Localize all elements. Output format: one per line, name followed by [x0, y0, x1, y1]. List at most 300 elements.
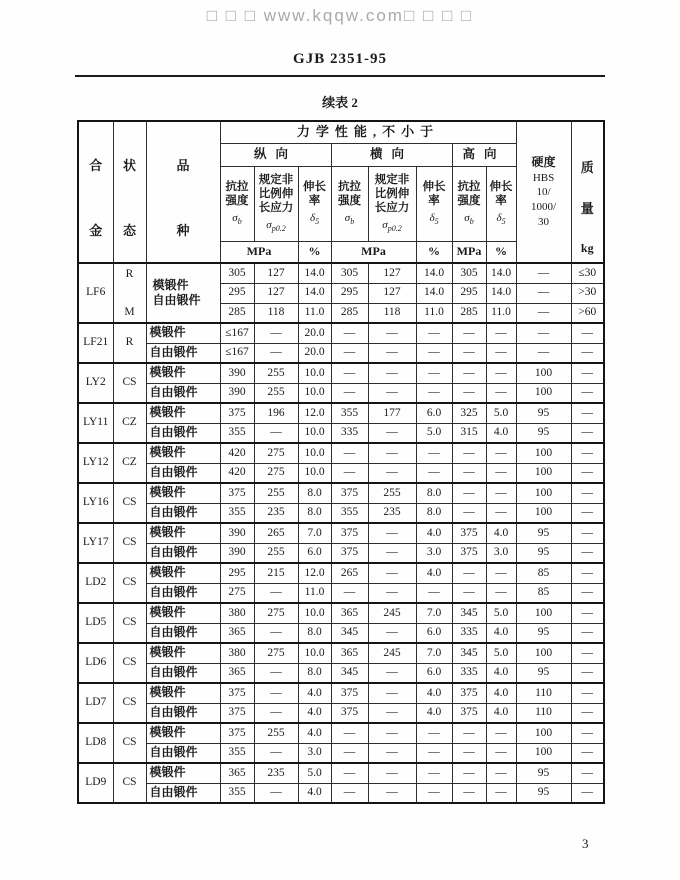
- value-cell: —: [254, 663, 298, 683]
- value-cell: 285: [452, 303, 486, 323]
- value-cell: 275: [254, 643, 298, 663]
- kind-cell: 自由锻件: [146, 663, 220, 683]
- value-cell: 305: [220, 263, 254, 283]
- value-cell: 305: [452, 263, 486, 283]
- table-row: [78, 403, 604, 423]
- state-cell: [113, 263, 146, 323]
- value-cell: —: [516, 343, 571, 363]
- value-cell: —: [452, 563, 486, 583]
- value-cell: 335: [452, 663, 486, 683]
- state-cell: CS: [113, 683, 146, 723]
- value-cell: —: [416, 763, 452, 783]
- alloy-cell: LD5: [78, 603, 113, 643]
- value-cell: —: [368, 703, 416, 723]
- symbol-sub: p0.2: [387, 223, 402, 233]
- alloy-cell: LY2: [78, 363, 113, 403]
- kind-cell: 模锻件: [146, 443, 220, 463]
- state-cell: R: [113, 323, 146, 363]
- value-cell: 11.0: [298, 583, 331, 603]
- value-cell: 355: [331, 403, 368, 423]
- value-cell: —: [571, 603, 604, 623]
- value-cell: 20.0: [298, 323, 331, 343]
- value-cell: 4.0: [486, 523, 516, 543]
- value-cell: 100: [516, 383, 571, 403]
- alloy-cell: LY11: [78, 403, 113, 443]
- value-cell: 100: [516, 643, 571, 663]
- value-cell: —: [416, 463, 452, 483]
- header-rule: [75, 75, 605, 77]
- param-elongation-height: [486, 166, 516, 241]
- value-cell: —: [416, 583, 452, 603]
- value-cell: 4.0: [416, 683, 452, 703]
- value-cell: —: [486, 343, 516, 363]
- value-cell: —: [571, 683, 604, 703]
- kind-cell: 模锻件: [146, 483, 220, 503]
- value-cell: 295: [220, 283, 254, 303]
- value-cell: —: [452, 723, 486, 743]
- value-cell: —: [571, 663, 604, 683]
- value-cell: 11.0: [416, 303, 452, 323]
- value-cell: —: [486, 463, 516, 483]
- param-elongation-longitudinal: [298, 166, 331, 241]
- symbol-base: σ: [382, 218, 388, 231]
- value-cell: 365: [220, 623, 254, 643]
- table-row: [78, 323, 604, 343]
- symbol-delta-5: [429, 212, 438, 226]
- value-cell: 14.0: [416, 283, 452, 303]
- table-row: [78, 543, 604, 563]
- value-cell: 14.0: [298, 283, 331, 303]
- table-row: [78, 603, 604, 623]
- value-cell: —: [486, 443, 516, 463]
- value-cell: 345: [452, 603, 486, 623]
- kind-cell: 自由锻件: [146, 383, 220, 403]
- value-cell: —: [571, 343, 604, 363]
- value-cell: ≤30: [571, 263, 604, 283]
- value-cell: 8.0: [298, 623, 331, 643]
- value-cell: 100: [516, 743, 571, 763]
- value-cell: 14.0: [486, 263, 516, 283]
- value-cell: —: [368, 763, 416, 783]
- value-cell: 365: [331, 603, 368, 623]
- standard-code: GJB 2351-95: [293, 51, 387, 67]
- state-label: R: [125, 268, 134, 280]
- value-cell: 85: [516, 583, 571, 603]
- value-cell: 375: [331, 703, 368, 723]
- value-cell: 375: [331, 683, 368, 703]
- alloy-cell: LD2: [78, 563, 113, 603]
- value-cell: 295: [452, 283, 486, 303]
- value-cell: 245: [368, 603, 416, 623]
- unit-mpa: MPa: [331, 241, 416, 263]
- value-cell: 8.0: [298, 663, 331, 683]
- value-cell: 380: [220, 603, 254, 623]
- value-cell: >30: [571, 283, 604, 303]
- value-cell: 95: [516, 763, 571, 783]
- table-row: [78, 583, 604, 603]
- kind-cell: 自由锻件: [146, 463, 220, 483]
- kind-cell: 自由锻件: [146, 343, 220, 363]
- value-cell: 196: [254, 403, 298, 423]
- value-cell: —: [368, 443, 416, 463]
- state-cell: CS: [113, 523, 146, 563]
- value-cell: —: [331, 783, 368, 803]
- value-cell: 355: [220, 783, 254, 803]
- value-cell: —: [368, 623, 416, 643]
- value-cell: —: [368, 463, 416, 483]
- value-cell: 375: [220, 703, 254, 723]
- value-cell: 380: [220, 643, 254, 663]
- kind-cell: 自由锻件: [146, 503, 220, 523]
- param-line: 抗拉: [457, 181, 481, 194]
- value-cell: 127: [254, 283, 298, 303]
- value-cell: 5.0: [486, 603, 516, 623]
- value-cell: 390: [220, 523, 254, 543]
- value-cell: 100: [516, 363, 571, 383]
- value-cell: 275: [220, 583, 254, 603]
- unit-percent: %: [486, 241, 516, 263]
- symbol-base: σ: [344, 211, 351, 224]
- value-cell: 6.0: [416, 623, 452, 643]
- value-cell: —: [416, 443, 452, 463]
- unit-percent: %: [298, 241, 331, 263]
- kind-cell: 模锻件: [146, 723, 220, 743]
- alloy-cell: LD8: [78, 723, 113, 763]
- value-cell: 95: [516, 423, 571, 443]
- value-cell: >60: [571, 303, 604, 323]
- header-kind-char: 种: [176, 223, 190, 239]
- value-cell: —: [452, 583, 486, 603]
- value-cell: —: [486, 583, 516, 603]
- table-row: [78, 503, 604, 523]
- value-cell: —: [331, 343, 368, 363]
- symbol-sub: p0.2: [271, 223, 286, 233]
- value-cell: 6.0: [416, 403, 452, 423]
- value-cell: 345: [452, 643, 486, 663]
- value-cell: 4.0: [486, 683, 516, 703]
- state-cell: CS: [113, 763, 146, 803]
- value-cell: —: [416, 343, 452, 363]
- value-cell: 95: [516, 623, 571, 643]
- value-cell: —: [416, 363, 452, 383]
- value-cell: 345: [331, 663, 368, 683]
- alloy-cell: LD7: [78, 683, 113, 723]
- header-alloy-char: 金: [89, 223, 103, 239]
- value-cell: ≤167: [220, 343, 254, 363]
- value-cell: 11.0: [298, 303, 331, 323]
- kind-label: 自由锻件: [152, 293, 201, 307]
- header-dir-transverse: 横向: [331, 143, 452, 166]
- value-cell: —: [368, 423, 416, 443]
- value-cell: 10.0: [298, 443, 331, 463]
- value-cell: 20.0: [298, 343, 331, 363]
- value-cell: 10.0: [298, 603, 331, 623]
- table-row: [78, 463, 604, 483]
- state-cell: CZ: [113, 443, 146, 483]
- header-state: [113, 121, 146, 263]
- table-row: [78, 763, 604, 783]
- symbol-sub: 5: [434, 216, 439, 226]
- value-cell: 100: [516, 603, 571, 623]
- value-cell: 3.0: [298, 743, 331, 763]
- param-line: 伸长: [303, 181, 326, 194]
- value-cell: 355: [220, 503, 254, 523]
- param-line: 规定非: [374, 173, 410, 186]
- value-cell: —: [571, 483, 604, 503]
- value-cell: —: [571, 463, 604, 483]
- value-cell: 375: [452, 703, 486, 723]
- value-cell: —: [486, 383, 516, 403]
- param-line: 规定非: [258, 173, 294, 186]
- header-mechanical-title: 力学性能,不小于: [220, 121, 516, 143]
- header-state-char: 态: [122, 223, 136, 239]
- page-number: 3: [582, 836, 589, 851]
- value-cell: —: [452, 503, 486, 523]
- symbol-base: δ: [309, 211, 316, 224]
- value-cell: 8.0: [416, 483, 452, 503]
- value-cell: 14.0: [416, 263, 452, 283]
- kind-cell: 模锻件: [146, 323, 220, 343]
- table-row: [78, 563, 604, 583]
- symbol-base: σ: [232, 211, 238, 224]
- value-cell: 177: [368, 403, 416, 423]
- symbol-sub: 5: [501, 216, 506, 226]
- value-cell: —: [516, 283, 571, 303]
- kind-cell: 自由锻件: [146, 783, 220, 803]
- value-cell: —: [452, 323, 486, 343]
- param-proof-longitudinal: [254, 166, 298, 241]
- value-cell: 10.0: [298, 463, 331, 483]
- value-cell: —: [368, 323, 416, 343]
- kind-cell: 模锻件: [146, 603, 220, 623]
- value-cell: —: [571, 523, 604, 543]
- value-cell: 375: [220, 723, 254, 743]
- value-cell: 10.0: [298, 423, 331, 443]
- value-cell: 95: [516, 403, 571, 423]
- value-cell: 275: [254, 443, 298, 463]
- value-cell: —: [331, 463, 368, 483]
- value-cell: —: [486, 483, 516, 503]
- value-cell: 7.0: [298, 523, 331, 543]
- alloy-cell: LD6: [78, 643, 113, 683]
- symbol-base: σ: [266, 218, 272, 231]
- symbol-sub: b: [350, 216, 355, 226]
- value-cell: ≤167: [220, 323, 254, 343]
- table-row: [78, 703, 604, 723]
- table-row: [78, 743, 604, 763]
- alloy-cell: LY12: [78, 443, 113, 483]
- value-cell: 5.0: [416, 423, 452, 443]
- table-row: [78, 263, 604, 283]
- value-cell: 100: [516, 723, 571, 743]
- table-row: [78, 523, 604, 543]
- value-cell: 118: [254, 303, 298, 323]
- value-cell: —: [331, 723, 368, 743]
- value-cell: —: [571, 503, 604, 523]
- value-cell: —: [571, 563, 604, 583]
- value-cell: —: [452, 343, 486, 363]
- watermark: □ □ □ www.kqqw.com□ □ □ □: [206, 6, 474, 25]
- value-cell: 255: [368, 483, 416, 503]
- value-cell: 275: [254, 463, 298, 483]
- value-cell: 5.0: [486, 403, 516, 423]
- value-cell: 265: [254, 523, 298, 543]
- value-cell: —: [368, 723, 416, 743]
- symbol-sigma-b: [464, 212, 473, 226]
- alloy-cell: LF6: [78, 263, 113, 323]
- symbol-sigma-p02: [382, 219, 401, 233]
- table-row: [78, 723, 604, 743]
- hardness-line: 10/: [536, 186, 551, 199]
- value-cell: 4.0: [298, 703, 331, 723]
- param-line: 率: [428, 195, 440, 208]
- symbol-sigma-b: [232, 212, 241, 226]
- value-cell: 265: [331, 563, 368, 583]
- alloy-cell: LF21: [78, 323, 113, 363]
- symbol-sub: b: [469, 216, 474, 226]
- param-line: 率: [308, 195, 321, 208]
- kind-cell: 模锻件: [146, 643, 220, 663]
- value-cell: —: [516, 323, 571, 343]
- param-tensile-transverse: [331, 166, 368, 241]
- value-cell: —: [416, 783, 452, 803]
- symbol-sub: b: [237, 216, 242, 226]
- value-cell: —: [571, 743, 604, 763]
- value-cell: 355: [331, 503, 368, 523]
- header-alloy: [78, 121, 113, 263]
- value-cell: —: [571, 643, 604, 663]
- value-cell: —: [368, 583, 416, 603]
- header-mass: [571, 121, 604, 263]
- kind-cell: 模锻件: [146, 683, 220, 703]
- value-cell: 245: [368, 643, 416, 663]
- value-cell: —: [254, 703, 298, 723]
- value-cell: 4.0: [416, 563, 452, 583]
- value-cell: 420: [220, 463, 254, 483]
- alloy-cell: LD9: [78, 763, 113, 803]
- table-row: [78, 483, 604, 503]
- symbol-sigma-p02: [266, 219, 285, 233]
- value-cell: —: [452, 383, 486, 403]
- value-cell: —: [486, 503, 516, 523]
- value-cell: 95: [516, 543, 571, 563]
- value-cell: 4.0: [298, 723, 331, 743]
- state-cell: CS: [113, 723, 146, 763]
- kind-cell: 自由锻件: [146, 703, 220, 723]
- value-cell: —: [368, 363, 416, 383]
- value-cell: —: [416, 383, 452, 403]
- unit-percent: %: [416, 241, 452, 263]
- value-cell: 235: [254, 763, 298, 783]
- table-row: [78, 623, 604, 643]
- value-cell: 4.0: [486, 623, 516, 643]
- value-cell: 390: [220, 363, 254, 383]
- symbol-sub: 5: [315, 216, 320, 226]
- value-cell: 4.0: [486, 423, 516, 443]
- value-cell: —: [452, 763, 486, 783]
- symbol-base: δ: [496, 211, 502, 224]
- symbol-sigma-b: [345, 212, 354, 226]
- value-cell: 375: [331, 523, 368, 543]
- value-cell: —: [571, 403, 604, 423]
- value-cell: 255: [254, 543, 298, 563]
- param-elongation-transverse: [416, 166, 452, 241]
- value-cell: —: [254, 743, 298, 763]
- symbol-base: σ: [464, 211, 470, 224]
- value-cell: 4.0: [416, 703, 452, 723]
- alloy-cell: LY17: [78, 523, 113, 563]
- value-cell: 365: [220, 763, 254, 783]
- symbol-base: δ: [429, 211, 435, 224]
- kind-cell: 模锻件: [146, 523, 220, 543]
- value-cell: 10.0: [298, 383, 331, 403]
- value-cell: —: [254, 343, 298, 363]
- value-cell: —: [516, 303, 571, 323]
- table-row: [78, 443, 604, 463]
- header-dir-height: 高向: [452, 143, 516, 166]
- table-row: [78, 683, 604, 703]
- value-cell: 235: [368, 503, 416, 523]
- value-cell: 10.0: [298, 643, 331, 663]
- value-cell: —: [331, 383, 368, 403]
- value-cell: 3.0: [486, 543, 516, 563]
- unit-kg: kg: [580, 241, 594, 256]
- value-cell: 4.0: [486, 703, 516, 723]
- value-cell: —: [571, 763, 604, 783]
- value-cell: 235: [254, 503, 298, 523]
- kind-cell: 自由锻件: [146, 743, 220, 763]
- table-row: [78, 423, 604, 443]
- value-cell: 5.0: [298, 763, 331, 783]
- table-row: [78, 783, 604, 803]
- hardness-line: 硬度: [531, 154, 556, 169]
- value-cell: 8.0: [298, 503, 331, 523]
- table-row: [78, 663, 604, 683]
- param-tensile-longitudinal: [220, 166, 254, 241]
- header-hardness: [516, 121, 571, 263]
- value-cell: 375: [331, 483, 368, 503]
- value-cell: —: [452, 483, 486, 503]
- kind-merged: [150, 278, 220, 308]
- state-cell: CS: [113, 603, 146, 643]
- value-cell: —: [486, 323, 516, 343]
- value-cell: 285: [331, 303, 368, 323]
- param-tensile-height: [452, 166, 486, 241]
- value-cell: —: [368, 563, 416, 583]
- value-cell: 12.0: [298, 563, 331, 583]
- kind-cell: 自由锻件: [146, 543, 220, 563]
- kind-cell: 模锻件: [146, 763, 220, 783]
- value-cell: —: [571, 703, 604, 723]
- value-cell: 295: [220, 563, 254, 583]
- properties-table: [77, 120, 605, 804]
- param-line: 抗拉: [338, 181, 361, 194]
- table-caption: 续表 2: [322, 95, 358, 110]
- hardness-line: 30: [538, 215, 550, 228]
- value-cell: —: [571, 383, 604, 403]
- table-row: [78, 383, 604, 403]
- value-cell: 8.0: [416, 503, 452, 523]
- value-cell: —: [368, 783, 416, 803]
- value-cell: 255: [254, 383, 298, 403]
- state-cell: CS: [113, 483, 146, 523]
- value-cell: —: [486, 363, 516, 383]
- value-cell: 255: [254, 723, 298, 743]
- value-cell: —: [254, 583, 298, 603]
- header-alloy-char: 合: [89, 158, 103, 173]
- param-line: 抗拉: [225, 181, 249, 194]
- value-cell: 375: [452, 683, 486, 703]
